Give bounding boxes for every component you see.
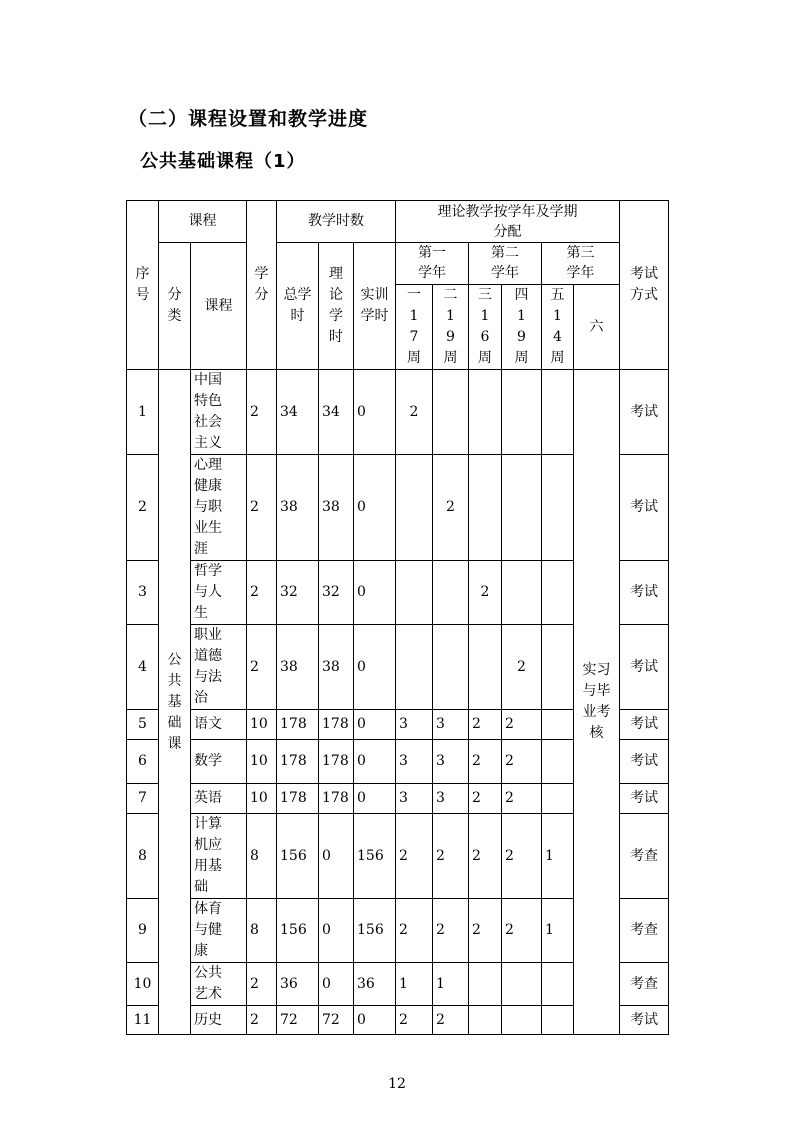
row-credits: 10 [247, 740, 277, 784]
row-s5 [542, 1006, 574, 1035]
header-course: 课程 [191, 243, 247, 370]
row-s4: 2 [502, 899, 542, 963]
row-course: 心理健康与职业生涯 [191, 455, 247, 561]
row-exam: 考试 [620, 1006, 669, 1035]
row-s2: 3 [433, 784, 469, 814]
row-theory: 178 [319, 740, 354, 784]
row-s5 [542, 784, 574, 814]
row-s5: 1 [542, 814, 574, 899]
row-credits: 2 [247, 625, 277, 710]
row-theory: 178 [319, 784, 354, 814]
row-credits: 8 [247, 814, 277, 899]
header-year-1: 第一学年 [396, 243, 469, 285]
row-s2: 2 [433, 899, 469, 963]
row-total: 156 [277, 899, 319, 963]
row-s4 [502, 1006, 542, 1035]
row-practice: 0 [354, 561, 396, 625]
row-s4: 2 [502, 710, 542, 740]
header-semester-5: 五14周 [542, 285, 574, 370]
header-semester-4: 四19周 [502, 285, 542, 370]
row-s3: 2 [469, 814, 502, 899]
row-practice: 0 [354, 740, 396, 784]
row-no: 2 [127, 455, 159, 561]
row-s1: 3 [396, 740, 433, 784]
row-total: 32 [277, 561, 319, 625]
row-theory: 0 [319, 963, 354, 1006]
row-practice: 0 [354, 710, 396, 740]
row-s5 [542, 455, 574, 561]
row-s4: 2 [502, 625, 542, 710]
row-credits: 2 [247, 561, 277, 625]
row-exam: 考试 [620, 710, 669, 740]
row-s3 [469, 963, 502, 1006]
row-practice: 0 [354, 625, 396, 710]
row-s1 [396, 455, 433, 561]
row-s2: 1 [433, 963, 469, 1006]
row-s2 [433, 625, 469, 710]
row-credits: 2 [247, 455, 277, 561]
row-s5 [542, 963, 574, 1006]
row-no: 1 [127, 370, 159, 455]
row-course: 中国特色社会主义 [191, 370, 247, 455]
row-theory: 38 [319, 625, 354, 710]
header-category: 分类 [159, 243, 191, 370]
row-s4 [502, 561, 542, 625]
row-s3 [469, 625, 502, 710]
row-total: 34 [277, 370, 319, 455]
row-s5 [542, 370, 574, 455]
row-total: 38 [277, 455, 319, 561]
row-theory: 0 [319, 899, 354, 963]
row-no: 4 [127, 625, 159, 710]
header-semester-6: 六 [574, 285, 620, 370]
row-total: 36 [277, 963, 319, 1006]
header-theory-hours: 理论学时 [319, 243, 354, 370]
row-s1: 3 [396, 710, 433, 740]
row-s3: 2 [469, 784, 502, 814]
row-s1 [396, 625, 433, 710]
row-course: 哲学与人生 [191, 561, 247, 625]
row-exam: 考试 [620, 784, 669, 814]
row-s1: 2 [396, 370, 433, 455]
row-no: 11 [127, 1006, 159, 1035]
row-credits: 10 [247, 710, 277, 740]
header-semester-1: 一17周 [396, 285, 433, 370]
row-credits: 2 [247, 963, 277, 1006]
row-exam: 考试 [620, 740, 669, 784]
row-theory: 38 [319, 455, 354, 561]
header-seq: 序号 [127, 201, 159, 370]
row-s4: 2 [502, 740, 542, 784]
header-exam: 考试方式 [620, 201, 669, 370]
row-s2: 3 [433, 710, 469, 740]
row-no: 9 [127, 899, 159, 963]
row-credits: 2 [247, 1006, 277, 1035]
header-course-group: 课程 [159, 201, 247, 243]
row-s2: 2 [433, 814, 469, 899]
row-no: 10 [127, 963, 159, 1006]
row-practice: 156 [354, 814, 396, 899]
row-s3 [469, 1006, 502, 1035]
row-practice: 0 [354, 784, 396, 814]
row-s2 [433, 370, 469, 455]
header-practice-hours: 实训学时 [354, 243, 396, 370]
row-s3: 2 [469, 710, 502, 740]
table-row [127, 370, 669, 455]
row-s3: 2 [469, 899, 502, 963]
row-course: 数学 [191, 740, 247, 784]
row-theory: 0 [319, 814, 354, 899]
row-s4 [502, 963, 542, 1006]
row-s5 [542, 740, 574, 784]
row-course: 英语 [191, 784, 247, 814]
row-exam: 考试 [620, 455, 669, 561]
row-s4: 2 [502, 814, 542, 899]
course-schedule-table [126, 200, 669, 1035]
row-no: 5 [127, 710, 159, 740]
row-course: 计算机应用基础 [191, 814, 247, 899]
row-credits: 10 [247, 784, 277, 814]
row-exam: 考试 [620, 625, 669, 710]
header-semester-3: 三16周 [469, 285, 502, 370]
row-course: 语文 [191, 710, 247, 740]
row-no: 7 [127, 784, 159, 814]
header-semester-2: 二19周 [433, 285, 469, 370]
header-year-2: 第二学年 [469, 243, 542, 285]
row-total: 156 [277, 814, 319, 899]
internship-cell: 实习与毕业考核 [574, 370, 620, 1035]
row-s2: 2 [433, 455, 469, 561]
row-exam: 考查 [620, 899, 669, 963]
row-no: 8 [127, 814, 159, 899]
row-s5: 1 [542, 899, 574, 963]
header-credits: 学分 [247, 201, 277, 370]
row-s2 [433, 561, 469, 625]
row-no: 3 [127, 561, 159, 625]
row-s1: 2 [396, 899, 433, 963]
category-cell: 公共基础课 [159, 370, 191, 1035]
row-s4 [502, 370, 542, 455]
header-total-hours: 总学时 [277, 243, 319, 370]
row-s1: 2 [396, 814, 433, 899]
row-s3: 2 [469, 561, 502, 625]
row-course: 职业道德与法治 [191, 625, 247, 710]
row-practice: 0 [354, 1006, 396, 1035]
row-s3 [469, 370, 502, 455]
row-theory: 32 [319, 561, 354, 625]
row-exam: 考查 [620, 814, 669, 899]
row-total: 178 [277, 740, 319, 784]
table-title: 公共基础课程（1） [140, 151, 306, 172]
row-s1 [396, 561, 433, 625]
row-no: 6 [127, 740, 159, 784]
row-s1: 1 [396, 963, 433, 1006]
row-s4: 2 [502, 784, 542, 814]
row-s1: 2 [396, 1006, 433, 1035]
row-course: 历史 [191, 1006, 247, 1035]
row-exam: 考试 [620, 370, 669, 455]
row-course: 体育与健康 [191, 899, 247, 963]
row-practice: 156 [354, 899, 396, 963]
row-s2: 2 [433, 1006, 469, 1035]
row-s5 [542, 561, 574, 625]
header-distribution: 理论教学按学年及学期分配 [396, 201, 620, 243]
row-total: 38 [277, 625, 319, 710]
row-s3 [469, 455, 502, 561]
row-theory: 72 [319, 1006, 354, 1035]
row-s2: 3 [433, 740, 469, 784]
row-course: 公共艺术 [191, 963, 247, 1006]
header-hours: 教学时数 [277, 201, 396, 243]
row-practice: 0 [354, 370, 396, 455]
row-exam: 考查 [620, 963, 669, 1006]
row-s4 [502, 455, 542, 561]
row-total: 178 [277, 784, 319, 814]
row-s5 [542, 625, 574, 710]
row-theory: 178 [319, 710, 354, 740]
header-year-3: 第三学年 [542, 243, 620, 285]
row-s1: 3 [396, 784, 433, 814]
row-s3: 2 [469, 740, 502, 784]
row-practice: 36 [354, 963, 396, 1006]
row-practice: 0 [354, 455, 396, 561]
row-total: 178 [277, 710, 319, 740]
row-credits: 2 [247, 370, 277, 455]
row-exam: 考试 [620, 561, 669, 625]
section-heading: （二）课程设置和教学进度 [128, 108, 369, 130]
row-total: 72 [277, 1006, 319, 1035]
row-credits: 8 [247, 899, 277, 963]
page-number: 12 [388, 1076, 406, 1092]
row-s5 [542, 710, 574, 740]
row-theory: 34 [319, 370, 354, 455]
